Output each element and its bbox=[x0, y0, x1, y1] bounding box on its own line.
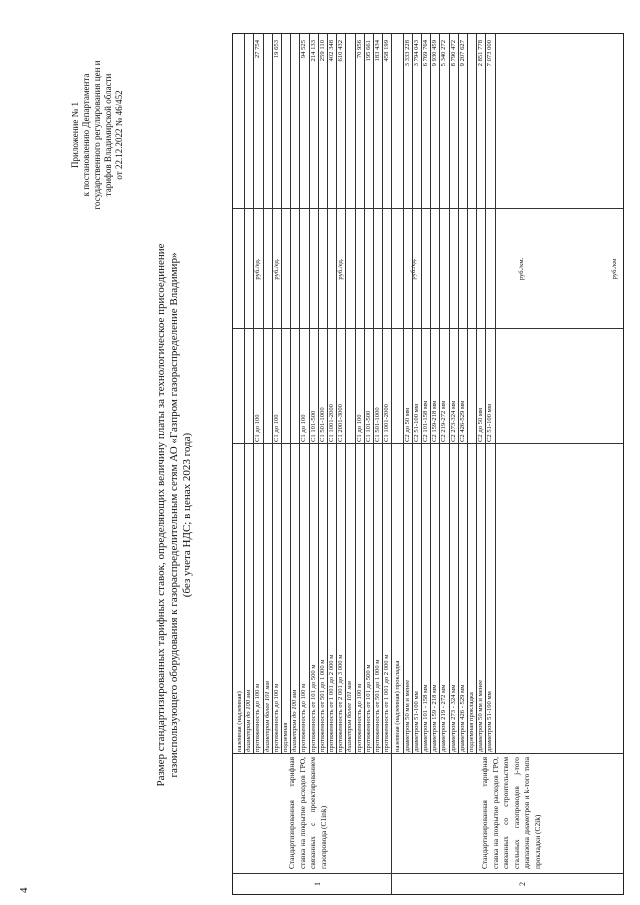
item-description: протяженность до 100 м bbox=[272, 683, 280, 752]
table-rule bbox=[403, 34, 404, 754]
item-value: 8 790 472 bbox=[449, 40, 457, 67]
table-rule bbox=[272, 34, 273, 754]
item-description: подземная bbox=[282, 722, 289, 752]
item-description: диаметром 273 - 324 мм bbox=[449, 684, 457, 752]
item-code: С1 101-500 bbox=[364, 410, 372, 442]
item-description: диаметром 50 мм и менее bbox=[403, 679, 411, 752]
table-rule bbox=[345, 34, 346, 754]
table-rule bbox=[299, 34, 300, 754]
item-description: диаметром до 100 мм bbox=[245, 689, 253, 752]
table-rule bbox=[233, 873, 623, 874]
item-description: протяженность от 501 до 1 000 м bbox=[374, 659, 381, 752]
row-number: 2 bbox=[518, 882, 527, 886]
table-rule bbox=[364, 34, 365, 754]
item-code: С2 101-158 мм bbox=[422, 400, 429, 442]
row-number: 1 bbox=[313, 882, 322, 886]
item-code: С1 до 100 bbox=[300, 414, 308, 442]
item-value: 9 930 459 bbox=[431, 40, 439, 67]
item-description: протяженность от 101 до 500 м bbox=[309, 664, 317, 752]
table-rule bbox=[355, 34, 356, 754]
table-rule bbox=[458, 34, 459, 754]
appendix-header bbox=[70, 5, 125, 265]
item-code: С2 51-100 мм bbox=[412, 403, 420, 442]
table-rule bbox=[318, 34, 319, 754]
item-code: С1 101-500 bbox=[309, 410, 317, 442]
item-unit: руб./ед. bbox=[272, 258, 280, 280]
table-rule bbox=[327, 34, 328, 754]
item-code: С1 1001-2000 bbox=[328, 404, 335, 442]
item-code: С1 1001-2000 bbox=[383, 404, 391, 442]
table-rule bbox=[382, 34, 383, 754]
item-value: 458 199 bbox=[383, 40, 391, 62]
table-rule bbox=[467, 34, 468, 754]
item-value: 27 754 bbox=[254, 40, 262, 59]
item-value: 259 110 bbox=[318, 40, 326, 62]
item-description: протяженность от 1 001 до 2 000 м bbox=[383, 654, 391, 752]
appendix-line: к постановлению Департамента bbox=[81, 73, 91, 197]
item-value: 6 769 764 bbox=[422, 40, 429, 67]
item-code: С1 501-1000 bbox=[374, 407, 381, 442]
table-rule bbox=[309, 34, 310, 754]
item-description: диаметром до 100 мм bbox=[291, 689, 299, 752]
item-description: протяженность от 101 до 500 м bbox=[364, 664, 372, 752]
table-rule bbox=[495, 34, 496, 754]
rate-name-c1: Стандартизированная тарифная ставка на покрытие расходов ГРО, связанных с проектированием газопровода (C1ink) bbox=[287, 757, 328, 869]
item-code: С2 426-529 мм bbox=[458, 400, 466, 442]
table-rule bbox=[449, 34, 450, 754]
item-description: диаметром 101 - 158 мм bbox=[422, 684, 429, 752]
item-value: 183 434 bbox=[374, 40, 381, 62]
table-rule bbox=[430, 34, 431, 754]
table-rule bbox=[281, 34, 282, 754]
unit-merged: руб./ед. bbox=[337, 258, 344, 280]
item-value: 3 794 043 bbox=[412, 40, 420, 67]
page-number: 4 bbox=[18, 887, 30, 893]
item-value: 5 340 272 bbox=[440, 40, 448, 67]
item-description: диаметром 50 мм и менее bbox=[477, 679, 485, 752]
item-description: протяженность до 100 м bbox=[300, 683, 308, 752]
item-code: С2 до 50 мм bbox=[477, 407, 485, 442]
item-description: подземная прокладка bbox=[468, 692, 475, 752]
item-value: 195 661 bbox=[364, 40, 372, 62]
item-value: 3 333 228 bbox=[403, 40, 411, 67]
item-code: С2 159-218 мм bbox=[431, 400, 439, 442]
table-rule bbox=[263, 34, 264, 754]
tariff-table bbox=[232, 33, 624, 895]
item-description: наземная (надземная) прокладка bbox=[394, 660, 402, 752]
appendix-line: Приложение № 1 bbox=[70, 102, 80, 168]
unit-merged: руб./ед. bbox=[410, 258, 417, 280]
item-description: наземная (надземная) bbox=[236, 691, 243, 752]
item-code: С2 51-100 мм bbox=[486, 403, 494, 442]
item-code: С1 до 100 bbox=[254, 414, 262, 442]
item-value: 70 956 bbox=[355, 40, 363, 59]
item-code: С1 до 100 bbox=[272, 414, 280, 442]
item-code: С2 273-324 мм bbox=[449, 400, 457, 442]
item-value: 9 207 627 bbox=[458, 40, 466, 67]
table-rule bbox=[485, 34, 486, 754]
item-value: 19 653 bbox=[272, 40, 280, 59]
unit-merged: руб./км. bbox=[518, 257, 525, 281]
item-unit: руб./ед. bbox=[254, 258, 262, 280]
title-line: газоиспользующего оборудования к газораспределительным сетям АО «Газпром газораспределение Владимир» bbox=[168, 252, 180, 778]
appendix-line: государственного регулирования цен и bbox=[92, 60, 102, 210]
table-rule bbox=[421, 34, 422, 754]
item-description: протяженность от 501 до 1 000 м bbox=[318, 659, 326, 752]
item-code: С1 до 100 bbox=[355, 414, 363, 442]
item-description: диаметром 426 - 529 мм bbox=[458, 684, 466, 752]
item-code: С1 501-1000 bbox=[318, 407, 326, 442]
table-rule bbox=[336, 34, 337, 754]
table-rule bbox=[233, 443, 623, 444]
item-value: 2 851 778 bbox=[477, 40, 485, 67]
table-rule bbox=[439, 34, 440, 754]
title-line: Размер стандартизированных тарифных ставок, определяющих величину платы за технологическое присоединение bbox=[155, 243, 167, 787]
item-code: С2 до 50 мм bbox=[403, 407, 411, 442]
item-code: С1 2001-3000 bbox=[337, 404, 345, 442]
item-value: 402 348 bbox=[328, 40, 335, 62]
item-value: 214 133 bbox=[309, 40, 317, 62]
item-description: протяженность до 100 м bbox=[254, 683, 262, 752]
item-description: диаметром 51-100 мм bbox=[486, 691, 494, 752]
item-code: С2 219-272 мм bbox=[440, 400, 448, 442]
unit-merged: руб./км bbox=[611, 258, 618, 280]
item-description: протяженность от 1 001 до 2 000 м bbox=[328, 654, 335, 752]
rate-name-c2: Стандартизированная тарифная ставка на покрытие расходов ГРО, связанных со строительством стальных газопроводов j-того диапазона диаметров и k-того типа прокладки (C2ik) bbox=[480, 757, 542, 869]
item-value: 610 432 bbox=[337, 40, 345, 62]
item-description: диаметром 219 - 272 мм bbox=[440, 684, 448, 752]
title-line: (без учета НДС; в ценах 2023 года) bbox=[181, 432, 193, 598]
table-rule bbox=[373, 34, 374, 754]
table-rule bbox=[233, 208, 623, 209]
item-description: диаметром более 101 мм bbox=[263, 681, 271, 752]
item-value: 7 073 000 bbox=[486, 40, 494, 67]
table-rule bbox=[233, 753, 623, 754]
item-value: 94 525 bbox=[300, 40, 308, 59]
table-rule bbox=[244, 34, 245, 754]
table-rule bbox=[233, 328, 623, 329]
item-description: протяженность от 2 001 до 3 000 м bbox=[337, 654, 345, 752]
table-rule bbox=[412, 34, 413, 754]
table-rule bbox=[290, 34, 291, 754]
item-description: диаметром более 101 мм bbox=[346, 681, 354, 752]
table-rule bbox=[253, 34, 254, 754]
appendix-line: от 22.12.2022 № 46/452 bbox=[114, 90, 124, 180]
item-description: диаметром 51-100 мм bbox=[412, 691, 420, 752]
document-title bbox=[155, 145, 194, 885]
appendix-line: тарифов Владимирской области bbox=[103, 73, 113, 197]
table-rule bbox=[476, 34, 477, 754]
table-rule bbox=[391, 34, 392, 894]
item-description: диаметром 159 - 218 мм bbox=[431, 684, 439, 752]
item-description: протяженность до 100 м bbox=[355, 683, 363, 752]
